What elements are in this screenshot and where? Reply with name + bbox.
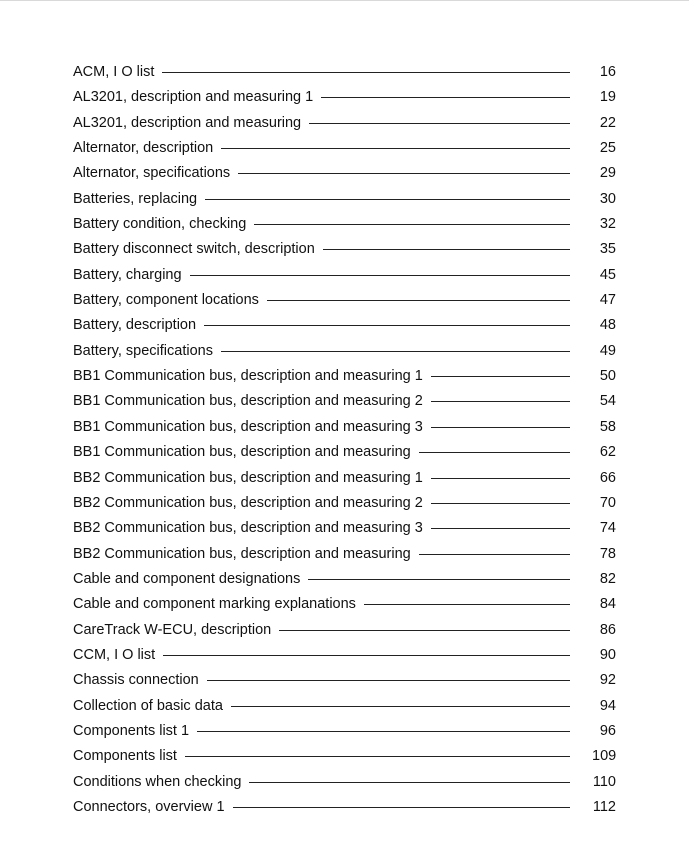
toc-page-number[interactable]: 92 bbox=[599, 672, 616, 689]
toc-entry-title[interactable]: Components list 1 bbox=[73, 722, 190, 739]
toc-page-number[interactable]: 82 bbox=[599, 570, 616, 587]
toc-entry-title[interactable]: Battery disconnect switch, description bbox=[73, 241, 315, 258]
toc-leader-line bbox=[204, 325, 570, 326]
toc-entry-title[interactable]: BB2 Communication bus, description and measuring 1 bbox=[73, 469, 423, 486]
toc-leader-line bbox=[221, 148, 570, 149]
toc-page-number[interactable]: 48 bbox=[599, 317, 616, 334]
toc-leader-line bbox=[267, 300, 570, 301]
toc-leader-line bbox=[221, 351, 570, 352]
toc-entry[interactable] bbox=[73, 643, 616, 668]
toc-entry-title[interactable]: Conditions when checking bbox=[73, 773, 242, 790]
toc-entry[interactable] bbox=[73, 60, 616, 85]
toc-page-number[interactable]: 90 bbox=[599, 646, 616, 663]
toc-page-number[interactable]: 16 bbox=[599, 64, 616, 80]
toc-page-number[interactable]: 96 bbox=[599, 722, 616, 739]
toc-entry[interactable] bbox=[73, 313, 616, 338]
toc-entry[interactable] bbox=[73, 339, 616, 364]
toc-entry-title[interactable]: CareTrack W-ECU, description bbox=[73, 621, 272, 638]
toc-entry[interactable] bbox=[73, 516, 616, 541]
toc-leader-line bbox=[231, 706, 570, 707]
toc-page-number[interactable]: 62 bbox=[599, 444, 616, 461]
toc-leader-line bbox=[431, 528, 570, 529]
toc-leader-line bbox=[431, 503, 570, 504]
toc-entry-title[interactable]: CCM, I O list bbox=[73, 646, 156, 663]
toc-leader-line bbox=[309, 123, 570, 124]
toc-entry[interactable] bbox=[73, 389, 616, 414]
toc-entry[interactable] bbox=[73, 542, 616, 567]
toc-entry[interactable] bbox=[73, 364, 616, 389]
toc-page-number[interactable]: 74 bbox=[599, 520, 616, 537]
toc-entry[interactable] bbox=[73, 466, 616, 491]
toc-leader-line bbox=[162, 72, 570, 73]
toc-entry-title[interactable]: Alternator, specifications bbox=[73, 165, 231, 182]
toc-page-number[interactable]: 50 bbox=[599, 368, 616, 385]
toc-page-number[interactable]: 30 bbox=[599, 190, 616, 207]
toc-leader-line bbox=[254, 224, 570, 225]
toc-entry-title[interactable]: Components list bbox=[73, 748, 177, 765]
toc-page-number[interactable]: 112 bbox=[592, 798, 616, 815]
toc-entry[interactable] bbox=[73, 719, 616, 744]
toc-entry-title[interactable]: BB1 Communication bus, description and measuring 1 bbox=[73, 368, 423, 385]
toc-entry-title[interactable]: BB2 Communication bus, description and measuring 3 bbox=[73, 520, 423, 537]
toc-entry-title[interactable]: BB1 Communication bus, description and measuring bbox=[73, 444, 411, 461]
toc-entry-title[interactable]: AL3201, description and measuring 1 bbox=[73, 89, 314, 106]
toc-entry-title[interactable]: AL3201, description and measuring bbox=[73, 114, 302, 131]
toc-page-number[interactable]: 35 bbox=[599, 241, 616, 258]
toc-leader-line bbox=[163, 655, 570, 656]
toc-entry[interactable] bbox=[73, 592, 616, 617]
toc-page-number[interactable]: 70 bbox=[599, 494, 616, 511]
toc-leader-line bbox=[238, 173, 570, 174]
toc-leader-line bbox=[308, 579, 570, 580]
toc-entry[interactable] bbox=[73, 567, 616, 592]
toc-page-number[interactable]: 32 bbox=[599, 216, 616, 233]
toc-entry-title[interactable]: BB2 Communication bus, description and measuring bbox=[73, 545, 411, 562]
toc-entry-title[interactable]: Batteries, replacing bbox=[73, 190, 198, 207]
toc-leader-line bbox=[197, 731, 570, 732]
toc-entry[interactable] bbox=[73, 237, 616, 262]
toc-entry[interactable] bbox=[73, 161, 616, 186]
toc-page-number[interactable]: 78 bbox=[599, 545, 616, 562]
toc-page-number[interactable]: 19 bbox=[599, 89, 616, 106]
toc-leader-line bbox=[207, 680, 570, 681]
toc-entry[interactable] bbox=[73, 618, 616, 643]
toc-leader-line bbox=[431, 478, 570, 479]
toc-entry[interactable] bbox=[73, 415, 616, 440]
toc-leader-line bbox=[249, 782, 570, 783]
toc-entry[interactable] bbox=[73, 770, 616, 795]
toc-leader-line bbox=[190, 275, 570, 276]
toc-entry[interactable] bbox=[73, 136, 616, 161]
toc-entry-title[interactable]: BB1 Communication bus, description and measuring 3 bbox=[73, 418, 423, 435]
toc-entry-title[interactable]: BB1 Communication bus, description and measuring 2 bbox=[73, 393, 423, 410]
toc-entry[interactable] bbox=[73, 744, 616, 769]
toc-leader-line bbox=[323, 249, 570, 250]
page-top-rule bbox=[0, 0, 689, 1]
toc-page-number[interactable]: 25 bbox=[599, 140, 616, 157]
toc-leader-line bbox=[431, 401, 570, 402]
toc-entry[interactable] bbox=[73, 187, 616, 212]
toc-page-number[interactable]: 66 bbox=[599, 469, 616, 486]
toc-entry[interactable] bbox=[73, 85, 616, 110]
toc-leader-line bbox=[233, 807, 570, 808]
toc-leader-line bbox=[419, 554, 570, 555]
toc-page-number[interactable]: 54 bbox=[599, 393, 616, 410]
toc-entry-title[interactable]: Connectors, overview 1 bbox=[73, 798, 225, 815]
toc-entry-title[interactable]: Battery condition, checking bbox=[73, 216, 247, 233]
toc-leader-line bbox=[431, 427, 570, 428]
toc-page-number[interactable]: 29 bbox=[599, 165, 616, 182]
toc-entry-title[interactable]: Cable and component marking explanations bbox=[73, 596, 356, 613]
toc-entry-title[interactable]: Battery, description bbox=[73, 317, 197, 334]
toc-leader-line bbox=[185, 756, 570, 757]
toc-page-number[interactable]: 49 bbox=[599, 342, 616, 359]
toc-leader-line bbox=[321, 97, 570, 98]
toc-page-number[interactable]: 109 bbox=[592, 748, 617, 765]
toc-entry[interactable] bbox=[73, 491, 616, 516]
toc-entry[interactable] bbox=[73, 212, 616, 237]
toc-leader-line bbox=[205, 199, 570, 200]
toc-entry-title[interactable]: Battery, charging bbox=[73, 266, 182, 283]
toc-entry[interactable] bbox=[73, 440, 616, 465]
toc-page-number[interactable]: 86 bbox=[599, 621, 616, 638]
toc-entry-title[interactable]: Alternator, description bbox=[73, 140, 214, 157]
toc-leader-line bbox=[364, 604, 570, 605]
toc-entry-title[interactable]: ACM, I O list bbox=[73, 64, 155, 80]
toc-page-number[interactable]: 47 bbox=[599, 292, 616, 309]
toc-leader-line bbox=[279, 630, 570, 631]
toc-entry-title[interactable]: Cable and component designations bbox=[73, 570, 301, 587]
toc-entry[interactable] bbox=[73, 263, 616, 288]
toc-page-number[interactable]: 94 bbox=[599, 697, 616, 714]
toc-entry[interactable] bbox=[73, 668, 616, 693]
toc-entry-title[interactable]: Collection of basic data bbox=[73, 697, 223, 714]
toc-entry-title[interactable]: Chassis connection bbox=[73, 672, 199, 689]
toc-page-number[interactable]: 22 bbox=[599, 114, 616, 131]
toc-entry[interactable] bbox=[73, 111, 616, 136]
toc-page-number[interactable]: 84 bbox=[599, 596, 616, 613]
toc-leader-line bbox=[431, 376, 570, 377]
toc-page-number[interactable]: 45 bbox=[599, 266, 616, 283]
toc-entry[interactable] bbox=[73, 288, 616, 313]
toc-page-number[interactable]: 58 bbox=[599, 418, 616, 435]
toc-leader-line bbox=[419, 452, 570, 453]
toc-entry-title[interactable]: Battery, specifications bbox=[73, 342, 213, 359]
toc-entry-title[interactable]: Battery, component locations bbox=[73, 292, 259, 309]
toc-entry-title[interactable]: BB2 Communication bus, description and measuring 2 bbox=[73, 494, 423, 511]
toc-page-number[interactable]: 110 bbox=[592, 773, 616, 790]
table-of-contents bbox=[73, 60, 616, 820]
toc-entry[interactable] bbox=[73, 694, 616, 719]
toc-entry[interactable] bbox=[73, 795, 616, 820]
